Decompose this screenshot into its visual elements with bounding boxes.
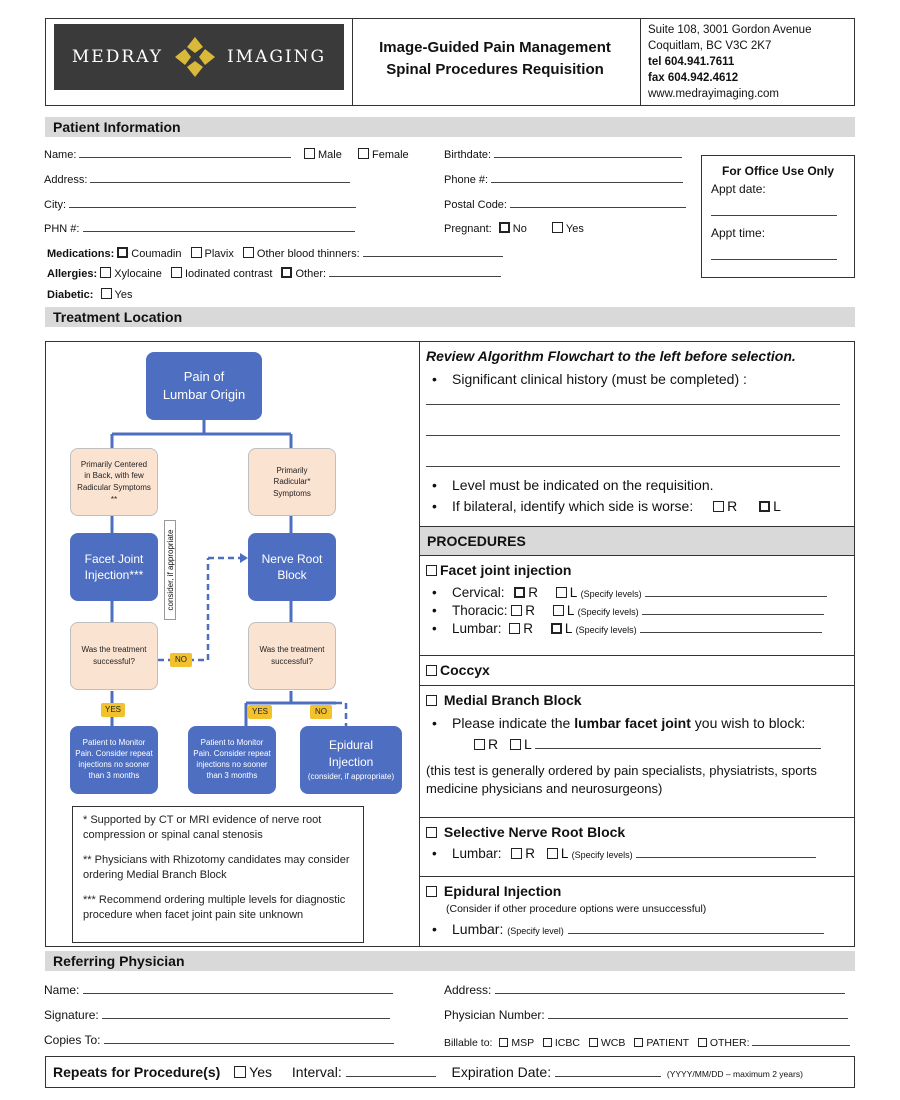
flow-no-tag-left: NO bbox=[170, 653, 192, 667]
epidural-level-field[interactable] bbox=[568, 924, 824, 934]
xylocaine-checkbox[interactable] bbox=[100, 267, 111, 278]
procedures-header: PROCEDURES bbox=[420, 527, 854, 555]
clinic-fax: fax 604.942.4612 bbox=[648, 72, 739, 84]
flow-monitor-box-left: Patient to Monitor Pain. Consider repeat injections no sooner than 3 months bbox=[70, 726, 158, 794]
clinic-address2: Coquitlam, BC V3C 2K7 bbox=[648, 40, 772, 52]
epidural-label: Epidural Injection bbox=[443, 883, 562, 899]
form-title-line2: Spinal Procedures Requisition bbox=[386, 61, 604, 78]
patient-bill-checkbox[interactable] bbox=[634, 1038, 643, 1047]
coccyx-label: Coccyx bbox=[440, 662, 490, 678]
lumbar-facet-l-checkbox[interactable] bbox=[551, 623, 562, 634]
male-checkbox[interactable] bbox=[304, 148, 315, 159]
snrb-r-checkbox[interactable] bbox=[511, 848, 522, 859]
flow-notes-box bbox=[72, 806, 364, 943]
birthdate-field[interactable] bbox=[494, 148, 682, 158]
interval-label: Interval: bbox=[291, 1064, 342, 1080]
repeats-yes-checkbox[interactable] bbox=[234, 1066, 246, 1078]
pregnant-yes-checkbox[interactable] bbox=[552, 222, 563, 233]
lumbar-facet-label: Lumbar: bbox=[452, 621, 502, 636]
thoracic-l-label: L bbox=[566, 603, 574, 618]
physician-number-field[interactable] bbox=[548, 1009, 848, 1019]
phn-field[interactable] bbox=[83, 222, 355, 232]
snrb-l-label: L bbox=[560, 846, 568, 861]
logo-text-right: IMAGING bbox=[226, 47, 327, 67]
address-field[interactable] bbox=[90, 173, 350, 183]
worse-r-checkbox[interactable] bbox=[713, 501, 724, 512]
signature-field[interactable] bbox=[102, 1009, 390, 1019]
postal-label: Postal Code: bbox=[444, 199, 507, 211]
plavix-label: Plavix bbox=[204, 248, 234, 260]
thoracic-r-label: R bbox=[525, 603, 536, 618]
coumadin-label: Coumadin bbox=[131, 248, 182, 260]
flow-note-1: * Supported by CT or MRI evidence of nerve root compression or spinal canal stenosis bbox=[83, 814, 322, 841]
wcb-checkbox[interactable] bbox=[589, 1038, 598, 1047]
birthdate-label: Birthdate: bbox=[444, 149, 492, 161]
cervical-r-checkbox[interactable] bbox=[514, 587, 525, 598]
other-thinners-checkbox[interactable] bbox=[243, 247, 254, 258]
thoracic-label: Thoracic: bbox=[452, 603, 508, 618]
mbb-label: Medial Branch Block bbox=[443, 692, 582, 708]
city-label: City: bbox=[44, 199, 66, 211]
flow-epidural-label: Epidural Injection bbox=[328, 738, 374, 769]
male-label: Male bbox=[318, 149, 342, 161]
coccyx-checkbox[interactable] bbox=[426, 665, 437, 676]
postal-field[interactable] bbox=[510, 198, 686, 208]
msp-checkbox[interactable] bbox=[499, 1038, 508, 1047]
phone-field[interactable] bbox=[491, 173, 683, 183]
flow-yes-tag-left: YES bbox=[101, 703, 125, 717]
epidural-checkbox[interactable] bbox=[426, 886, 437, 897]
mbb-r-checkbox[interactable] bbox=[474, 739, 485, 750]
icbc-checkbox[interactable] bbox=[543, 1038, 552, 1047]
flow-note-3: *** Recommend ordering multiple levels for diagnostic procedure when facet joint pain site unknown bbox=[83, 894, 346, 921]
name-label: Name: bbox=[44, 149, 77, 161]
other-allergy-label: Other: bbox=[295, 268, 327, 280]
history-line-3[interactable] bbox=[426, 462, 840, 467]
repeats-label: Repeats for Procedure(s) bbox=[53, 1064, 221, 1080]
lumbar-facet-l-label: L bbox=[564, 621, 572, 636]
repeats-box bbox=[45, 1056, 855, 1088]
physician-address-field[interactable] bbox=[495, 984, 845, 994]
billable-label: Billable to: bbox=[444, 1037, 493, 1049]
diabetic-label: Diabetic: bbox=[47, 289, 94, 301]
epidural-specify: (Specify level) bbox=[507, 926, 564, 936]
patient-name-field[interactable] bbox=[79, 148, 291, 158]
xylocaine-label: Xylocaine bbox=[114, 268, 162, 280]
pregnant-label: Pregnant: bbox=[444, 223, 492, 235]
bilateral-note: If bilateral, identify which side is worse: bbox=[452, 498, 694, 514]
cervical-l-checkbox[interactable] bbox=[556, 587, 567, 598]
mbb-l-checkbox[interactable] bbox=[510, 739, 521, 750]
other-bill-checkbox[interactable] bbox=[698, 1038, 707, 1047]
history-label: Significant clinical history (must be completed) : bbox=[452, 371, 747, 387]
wcb-label: WCB bbox=[600, 1037, 626, 1049]
logo bbox=[54, 24, 344, 90]
treatment-section-header: Treatment Location bbox=[45, 307, 855, 327]
other-thinners-label: Other blood thinners: bbox=[256, 248, 360, 260]
mbb-r-label: R bbox=[488, 736, 499, 752]
medications-label: Medications: bbox=[47, 248, 115, 260]
thoracic-levels-field[interactable] bbox=[642, 605, 824, 615]
iodinated-checkbox[interactable] bbox=[171, 267, 182, 278]
other-bill-label: OTHER: bbox=[709, 1037, 750, 1049]
mbb-checkbox[interactable] bbox=[426, 695, 437, 706]
office-use-box bbox=[701, 155, 855, 278]
cervical-r-label: R bbox=[528, 585, 539, 600]
signature-label: Signature: bbox=[44, 1008, 99, 1022]
snrb-checkbox[interactable] bbox=[426, 827, 437, 838]
physician-name-label: Name: bbox=[44, 983, 80, 997]
expiration-label: Expiration Date: bbox=[451, 1064, 552, 1080]
address-label: Address: bbox=[44, 174, 88, 186]
snrb-levels-field[interactable] bbox=[636, 848, 816, 858]
lumbar-facet-specify: (Specify levels) bbox=[575, 625, 637, 635]
flow-epidural-sub: (consider, if appropriate) bbox=[307, 771, 395, 781]
facet-label: Facet joint injection bbox=[440, 562, 572, 578]
mbb-note: (this test is generally ordered by pain specialists, physiatrists, sports medicine physicians and neurosurgeons) bbox=[426, 763, 817, 796]
appt-date-field[interactable] bbox=[711, 206, 837, 216]
interval-field[interactable] bbox=[346, 1067, 436, 1077]
cervical-l-label: L bbox=[569, 585, 577, 600]
flow-facet-box: Facet Joint Injection*** bbox=[70, 533, 158, 601]
history-line-2[interactable] bbox=[426, 431, 840, 436]
lumbar-facet-levels-field[interactable] bbox=[640, 623, 822, 633]
expiration-field[interactable] bbox=[555, 1067, 661, 1077]
flow-radicular-box: Primarily Radicular* Symptoms bbox=[248, 448, 336, 516]
appt-time-field[interactable] bbox=[711, 250, 837, 260]
logo-mark bbox=[173, 35, 217, 79]
physician-number-label: Physician Number: bbox=[444, 1008, 545, 1022]
thoracic-specify: (Specify levels) bbox=[577, 607, 639, 617]
phn-label: PHN #: bbox=[44, 223, 80, 235]
mbb-l-label: L bbox=[524, 736, 532, 752]
flow-q-right-box: Was the treatment successful? bbox=[248, 622, 336, 690]
city-field[interactable] bbox=[69, 198, 356, 208]
patient-bill-label: PATIENT bbox=[646, 1037, 689, 1049]
flow-centered-back-box: Primarily Centered in Back, with few Radicular Symptoms ** bbox=[70, 448, 158, 516]
flow-note-2: ** Physicians with Rhizotomy candidates may consider ordering Medial Branch Block bbox=[83, 854, 350, 881]
clinic-web: www.medrayimaging.com bbox=[648, 88, 780, 100]
flow-monitor-box-right: Patient to Monitor Pain. Consider repeat injections no sooner than 3 months bbox=[188, 726, 276, 794]
expiration-format-note: (YYYY/MM/DD – maximum 2 years) bbox=[666, 1069, 803, 1079]
other-allergy-field[interactable] bbox=[329, 267, 501, 277]
flow-nerve-root-box: Nerve Root Block bbox=[248, 533, 336, 601]
plavix-checkbox[interactable] bbox=[191, 247, 202, 258]
worse-l-label: L bbox=[773, 498, 781, 514]
coumadin-checkbox[interactable] bbox=[117, 247, 128, 258]
snrb-label: Selective Nerve Root Block bbox=[443, 824, 626, 840]
pregnant-no-checkbox[interactable] bbox=[499, 222, 510, 233]
office-use-title: For Office Use Only bbox=[721, 164, 835, 178]
flow-start-box: Pain of Lumbar Origin bbox=[146, 352, 262, 420]
flow-epidural-box bbox=[300, 726, 402, 794]
facet-checkbox[interactable] bbox=[426, 565, 437, 576]
pregnant-yes-label: Yes bbox=[565, 223, 584, 235]
copies-field[interactable] bbox=[104, 1034, 394, 1044]
mbb-level-field[interactable] bbox=[535, 739, 821, 749]
cervical-label: Cervical: bbox=[452, 585, 505, 600]
diabetic-yes-checkbox[interactable] bbox=[101, 288, 112, 299]
pregnant-no-label: No bbox=[512, 223, 527, 235]
epidural-lumbar-label: Lumbar: bbox=[452, 921, 504, 937]
cervical-levels-field[interactable] bbox=[645, 587, 827, 597]
header bbox=[45, 18, 855, 106]
clinic-address1: Suite 108, 3001 Gordon Avenue bbox=[648, 24, 812, 36]
worse-l-checkbox[interactable] bbox=[759, 501, 770, 512]
female-checkbox[interactable] bbox=[358, 148, 369, 159]
flow-yes-tag-right: YES bbox=[248, 705, 272, 719]
clinic-tel: tel 604.941.7611 bbox=[648, 56, 735, 68]
physician-section-header: Referring Physician bbox=[45, 951, 855, 971]
other-allergy-checkbox[interactable] bbox=[281, 267, 292, 278]
icbc-label: ICBC bbox=[554, 1037, 580, 1049]
appt-time-label: Appt time: bbox=[711, 226, 766, 240]
mbb-post: you wish to block: bbox=[694, 715, 806, 731]
mbb-bold: lumbar facet joint bbox=[574, 715, 691, 731]
mbb-pre: Please indicate the bbox=[452, 715, 571, 731]
flow-no-tag-right: NO bbox=[310, 705, 332, 719]
flow-consider-label: consider, if appropriate bbox=[164, 520, 176, 620]
snrb-lumbar-label: Lumbar: bbox=[452, 846, 502, 861]
review-heading: Review Algorithm Flowchart to the left before selection. bbox=[426, 348, 796, 364]
physician-address-label: Address: bbox=[444, 983, 492, 997]
snrb-r-label: R bbox=[525, 846, 536, 861]
history-line-1[interactable] bbox=[426, 400, 840, 405]
other-thinners-field[interactable] bbox=[363, 247, 503, 257]
copies-label: Copies To: bbox=[44, 1033, 101, 1047]
logo-text-left: MEDRAY bbox=[71, 47, 163, 67]
other-bill-field[interactable] bbox=[752, 1036, 850, 1046]
repeats-yes-label: Yes bbox=[249, 1064, 273, 1080]
physician-name-field[interactable] bbox=[83, 984, 393, 994]
allergies-label: Allergies: bbox=[47, 268, 98, 280]
epidural-note: (Consider if other procedure options were unsuccessful) bbox=[446, 903, 707, 915]
phone-label: Phone #: bbox=[444, 174, 489, 186]
level-note: Level must be indicated on the requisition. bbox=[452, 477, 714, 493]
female-label: Female bbox=[372, 149, 409, 161]
form-title-line1: Image-Guided Pain Management bbox=[379, 39, 611, 56]
patient-section-header: Patient Information bbox=[45, 117, 855, 137]
snrb-specify: (Specify levels) bbox=[571, 850, 633, 860]
lumbar-facet-r-checkbox[interactable] bbox=[509, 623, 520, 634]
cervical-specify: (Specify levels) bbox=[580, 589, 642, 599]
thoracic-l-checkbox[interactable] bbox=[553, 605, 564, 616]
diabetic-yes-label: Yes bbox=[114, 289, 133, 301]
lumbar-facet-r-label: R bbox=[523, 621, 534, 636]
thoracic-r-checkbox[interactable] bbox=[511, 605, 522, 616]
appt-date-label: Appt date: bbox=[711, 182, 766, 196]
msp-label: MSP bbox=[511, 1037, 534, 1049]
flow-q-left-box: Was the treatment successful? bbox=[70, 622, 158, 690]
iodinated-label: Iodinated contrast bbox=[184, 268, 273, 280]
worse-r-label: R bbox=[727, 498, 738, 514]
snrb-l-checkbox[interactable] bbox=[547, 848, 558, 859]
